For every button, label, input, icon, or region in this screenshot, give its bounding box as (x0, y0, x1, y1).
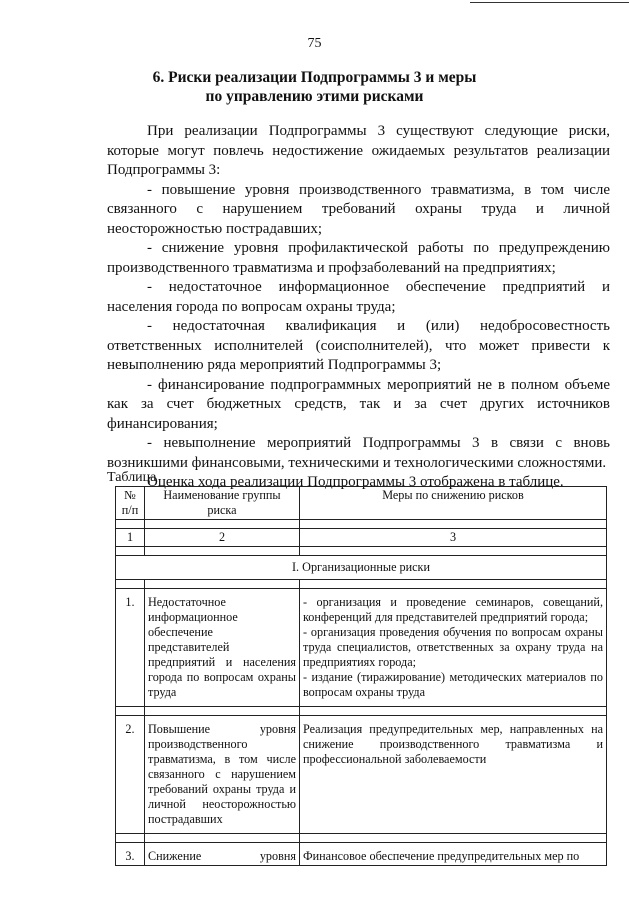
column-number: 3 (300, 529, 607, 547)
table-header-row (116, 487, 607, 520)
risk-measures: Финансовое обеспечение предупредительных мер по (300, 843, 607, 866)
spacer-row (116, 707, 607, 716)
paragraph-intro: При реализации Подпрограммы 3 существуют следующие риски, которые могут повлечь недостижение ожидаемых результатов реализации Подпрограммы 3: (107, 123, 610, 178)
heading-line-1: 6. Риски реализации Подпрограммы 3 и меры (152, 69, 477, 86)
risk-name: Повышение уровня производственного травматизма, в том числе связанного с нарушением требований охраны труда и личной неосторожностью пострадавших (145, 716, 300, 834)
risk-item: - снижение уровня профилактической работы по предупреждению производственного травматизма и профзаболеваний на предприятиях; (107, 240, 610, 276)
body-text (107, 122, 610, 493)
section-heading (0, 68, 629, 106)
column-number: 2 (145, 529, 300, 547)
row-number: 3. (116, 843, 145, 866)
paragraph-table-note: Оценка хода реализации Подпрограммы 3 отображена в таблице. (147, 474, 564, 490)
risk-item: - финансирование подпрограммных мероприятий не в полном объеме как за счет бюджетных средств, так и за счет других источников финансирования; (107, 376, 610, 432)
table-row (116, 589, 607, 707)
risk-item: - недостаточное информационное обеспечение предприятий и населения города по вопросам охраны труда; (107, 279, 610, 315)
risk-item: - недостаточная квалификация и (или) недобросовестность ответственных исполнителей (соисполнителей), что может привести к невыполнению ряда мероприятий Подпрограммы 3; (107, 318, 610, 373)
spacer-row (116, 834, 607, 843)
section-title: I. Организационные риски (116, 556, 607, 580)
risk-item: - повышение уровня производственного травматизма, в том числе связанного с нарушением требований охраны труда и личной неосторожностью пострадавших; (107, 181, 610, 237)
header-risk-group: Наименование группы риска (145, 487, 300, 520)
risk-measures: - организация и проведение семинаров, совещаний, конференций для представителей предприятий города; - организация проведения обучения по вопросам охраны труда специалистов, ответственных за охрану труда на предприятиях города; - издание (тиражирование) методических материалов по вопросам охраны труда (300, 589, 607, 707)
spacer-row (116, 547, 607, 556)
risk-name: Снижение уровня (145, 843, 300, 866)
risk-table (115, 486, 607, 866)
top-rule (470, 2, 629, 3)
row-number: 2. (116, 716, 145, 834)
table-row (116, 716, 607, 834)
spacer-row (116, 520, 607, 529)
column-number-row (116, 529, 607, 547)
risk-item: - невыполнение мероприятий Подпрограммы 3 в связи с вновь возникшими финансовыми, техническими и технологическими сложностями. (107, 435, 610, 471)
risk-name: Недостаточное информационное обеспечение представителей предприятий и населения города по вопросам охраны труда (145, 589, 300, 707)
spacer-row (116, 580, 607, 589)
header-measures: Меры по снижению рисков (300, 487, 607, 520)
heading-line-2: по управлению этими рисками (205, 88, 424, 105)
risk-measures: Реализация предупредительных мер, направленных на снижение производственного травматизма и профессиональной заболеваемости (300, 716, 607, 834)
table-row (116, 843, 607, 866)
table-caption: Таблица (107, 470, 157, 485)
section-row (116, 556, 607, 580)
page-number: 75 (307, 36, 322, 51)
column-number: 1 (116, 529, 145, 547)
header-number: № п/п (116, 487, 145, 520)
row-number: 1. (116, 589, 145, 707)
